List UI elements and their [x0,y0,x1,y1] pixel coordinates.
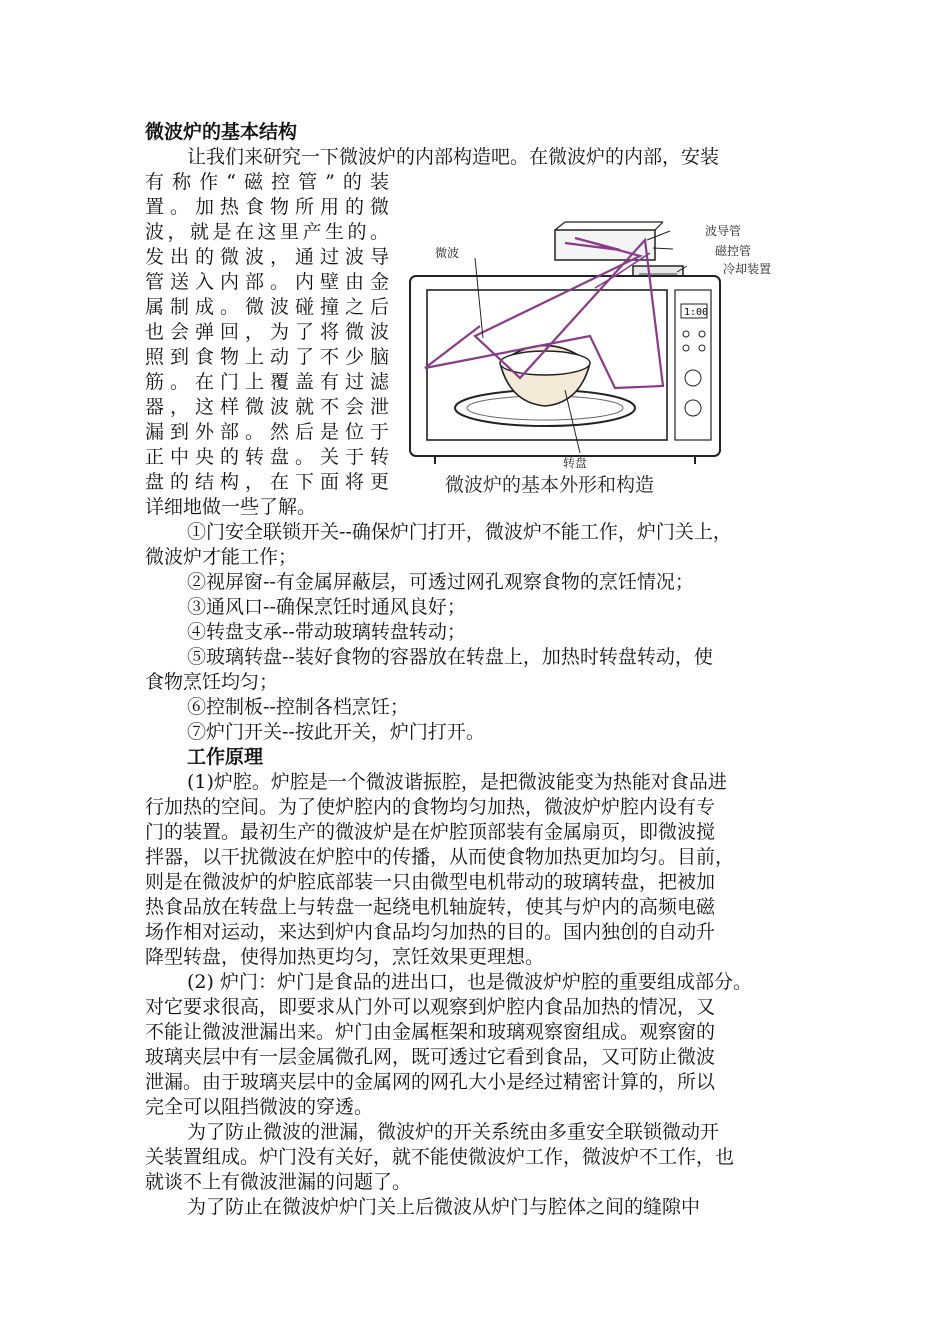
paragraph-line: 完全可以阻挡微波的穿透。 [145,1096,374,1118]
part-item: ③通风口--确保烹饪时通风良好； [187,596,466,618]
paragraph-line: 则是在微波炉的炉腔底部装一只由微型电机带动的玻璃转盘，把被加 [145,871,716,893]
intro-line: 发出的微波，通过波导 [145,246,389,268]
intro-line: 漏到外部。然后是位于 [145,421,389,443]
part-item: ⑤玻璃转盘--装好食物的容器放在转盘上，加热时转盘转动，使 [187,646,713,668]
paragraph-line: 关装置组成。炉门没有关好，就不能使微波炉工作，微波炉不工作，也 [145,1146,735,1168]
intro-last-line: 详细地做一些了解。 [145,496,317,518]
intro-line: 正中央的转盘。关于转 [145,446,389,468]
microwave-illustration [405,218,815,468]
paragraph-line: 拌器，以干扰微波在炉腔中的传播，从而使食物加热更加均匀。目前， [145,846,735,868]
intro-line: 有称作“磁控管”的装 [145,171,389,193]
document-page [145,120,810,1220]
clock-text: 1:00 [684,307,709,318]
paragraph-line: 热食品放在转盘上与转盘一起绕电机轴旋转，使其与炉内的高频电磁 [145,896,716,918]
label-cooling-device: 冷却装置 [723,262,772,276]
intro-line: 属制成。微波碰撞之后 [145,296,389,318]
figure-caption: 微波炉的基本外形和构造 [445,474,655,496]
part-item: ①门安全联锁开关--确保炉门打开，微波炉不能工作，炉门关上， [187,521,732,543]
part-item-continued: 微波炉才能工作； [145,546,298,568]
parts-list [145,520,810,745]
label-magnetron: 磁控管 [715,244,752,258]
paragraph-line: 行加热的空间。为了使炉腔内的食物均匀加热，微波炉炉腔内设有专 [145,796,716,818]
paragraph-line: 门的装置。最初生产的微波炉是在炉腔顶部装有金属扇页，即微波搅 [145,821,716,843]
label-turntable: 转盘 [563,456,588,470]
part-item-continued: 食物烹饪均匀； [145,671,279,693]
intro-line: 也会弹回，为了将微波 [145,321,389,343]
paragraph-cavity [145,770,810,970]
heading-basic-structure: 微波炉的基本结构 [145,121,298,143]
microwave-figure [405,218,815,518]
part-item: ④转盘支承--带动玻璃转盘转动； [187,621,466,643]
intro-line: 器，这样微波就不会泄 [145,396,389,418]
heading-working-principle: 工作原理 [187,746,264,768]
label-microwave: 微波 [435,246,460,260]
intro-wrap-section [145,170,810,520]
intro-line: 置。加热食物所用的微 [145,196,389,218]
paragraph-line: 为了防止微波的泄漏，微波炉的开关系统由多重安全联锁微动开 [187,1121,720,1143]
paragraph-line: (1)炉腔。炉腔是一个微波谐振腔，是把微波能变为热能对食品进 [187,771,727,793]
intro-wrapped-text [145,170,389,495]
intro-line: 盘的结构，在下面将更 [145,471,389,493]
paragraph-door [145,970,810,1120]
paragraph-line: 降型转盘，使得加热更均匀，烹饪效果更理想。 [145,946,545,968]
label-waveguide: 波导管 [705,224,742,238]
paragraph-line: 为了防止在微波炉炉门关上后微波从炉门与腔体之间的缝隙中 [187,1196,701,1218]
paragraph-line: (2) 炉门：炉门是食品的进出口，也是微波炉炉腔的重要组成部分。 [187,971,752,993]
intro-line: 管送入内部。内壁由金 [145,271,389,293]
paragraph-line: 场作相对运动，来达到炉内食品均匀加热的目的。国内独创的自动升 [145,921,716,943]
intro-line: 筋。在门上覆盖有过滤 [145,371,389,393]
paragraph-line: 就谈不上有微波泄漏的问题了。 [145,1171,412,1193]
paragraph-line: 泄漏。由于玻璃夹层中的金属网的网孔大小是经过精密计算的，所以 [145,1071,716,1093]
intro-line: 照到食物上动了不少脑 [145,346,389,368]
part-item: ⑦炉门开关--按此开关，炉门打开。 [187,721,485,743]
part-item: ⑥控制板--控制各档烹饪； [187,696,409,718]
paragraph-line: 对它要求很高，即要求从门外可以观察到炉腔内食品加热的情况，又 [145,996,716,1018]
part-item: ②视屏窗--有金属屏蔽层，可透过网孔观察食物的烹饪情况； [187,571,694,593]
intro-line: 波，就是在这里产生的。 [145,221,389,243]
paragraph-safety-switch [145,1120,810,1195]
paragraph-gap-leakage [145,1195,810,1220]
intro-first-line: 让我们来研究一下微波炉的内部构造吧。在微波炉的内部，安装 [187,146,720,168]
paragraph-line: 不能让微波泄漏出来。炉门由金属框架和玻璃观察窗组成。观察窗的 [145,1021,716,1043]
paragraph-line: 玻璃夹层中有一层金属微孔网，既可透过它看到食品，又可防止微波 [145,1046,716,1068]
